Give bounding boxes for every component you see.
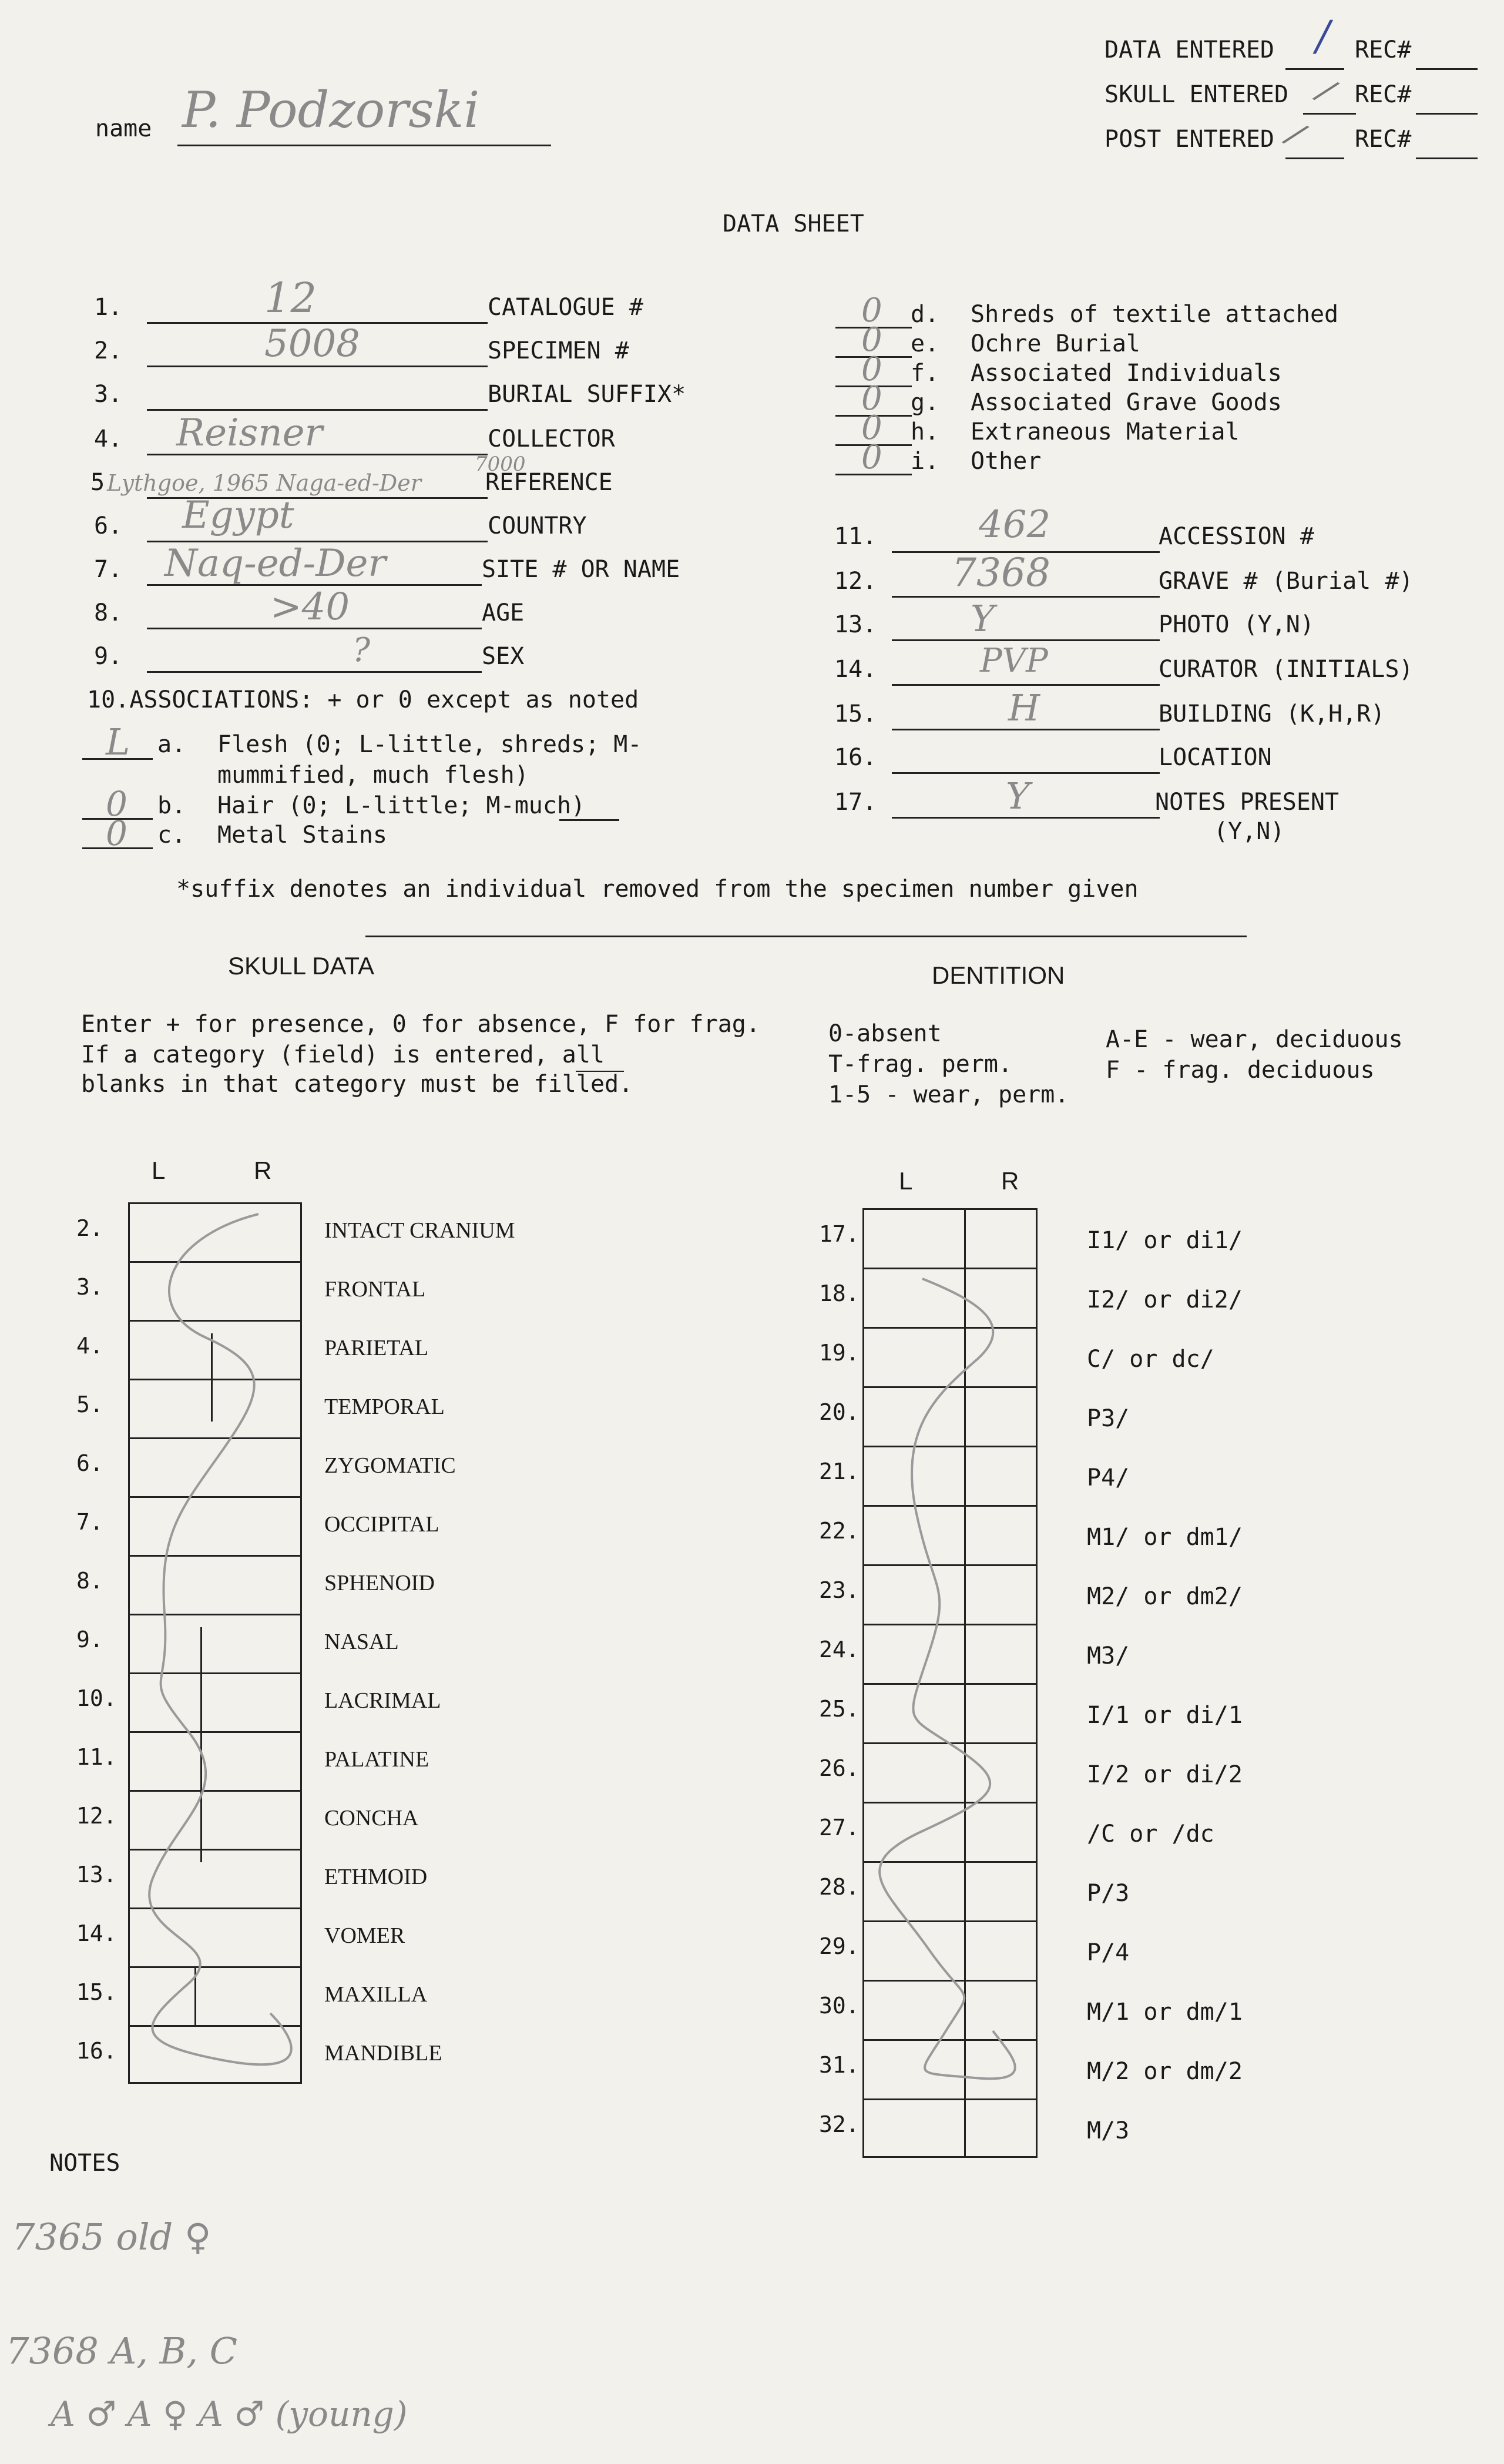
page-title: DATA SHEET bbox=[723, 210, 864, 237]
burial-suffix-label: BURIAL SUFFIX* bbox=[488, 381, 686, 408]
skull-row-label: PARIETAL bbox=[324, 1336, 429, 1360]
skull-col-right: R bbox=[254, 1156, 272, 1184]
notes-label: NOTES bbox=[49, 2150, 120, 2177]
skull-instructions-1: Enter + for presence, 0 for absence, F for frag. bbox=[81, 1011, 760, 1038]
dentition-row-number: 19. bbox=[819, 1340, 860, 1366]
data-rec-label: REC# bbox=[1355, 36, 1412, 63]
skull-row-label: PALATINE bbox=[324, 1747, 429, 1772]
assoc-h-value: 0 bbox=[861, 409, 882, 447]
dentition-row-label: M3/ bbox=[1087, 1642, 1130, 1670]
skull-rec-label: REC# bbox=[1355, 81, 1412, 108]
field-num: 2. bbox=[94, 337, 123, 364]
skull-row-label: ZYGOMATIC bbox=[324, 1453, 456, 1478]
grave-label: GRAVE # (Burial #) bbox=[1159, 568, 1414, 595]
assoc-b-text: Hair (0; L-little; M-much) bbox=[217, 792, 586, 819]
assoc-f-value: 0 bbox=[861, 350, 882, 388]
assoc-c-key: c. bbox=[157, 822, 186, 849]
assoc-b-key: b. bbox=[157, 792, 186, 819]
specimen-label: SPECIMEN # bbox=[488, 337, 629, 364]
dentition-row-number: 23. bbox=[819, 1577, 860, 1603]
specimen-value: 5008 bbox=[264, 322, 360, 366]
assoc-a-text2: mummified, much flesh) bbox=[217, 762, 529, 789]
building-label: BUILDING (K,H,R) bbox=[1159, 700, 1385, 728]
collector-label: COLLECTOR bbox=[488, 425, 615, 452]
data-entered-label: DATA ENTERED bbox=[1104, 36, 1274, 63]
suffix-note: *suffix denotes an individual removed from the specimen number given bbox=[176, 876, 1139, 903]
skull-row-label: TEMPORAL bbox=[324, 1394, 445, 1419]
skull-row-label: MANDIBLE bbox=[324, 2041, 442, 2066]
dentition-legend-1: 0-absent bbox=[828, 1020, 942, 1047]
building-value: H bbox=[1008, 686, 1040, 729]
skull-row-label: OCCIPITAL bbox=[324, 1512, 439, 1537]
dentition-row-label: M/2 or dm/2 bbox=[1087, 2058, 1243, 2085]
assoc-d-key: d. bbox=[911, 301, 939, 328]
assoc-d-value: 0 bbox=[861, 291, 882, 330]
notes-line-3: A ♂ A ♀ A ♂ (young) bbox=[51, 2394, 408, 2434]
skull-col-left: L bbox=[152, 1156, 166, 1184]
photo-value: Y bbox=[971, 597, 995, 640]
catalogue-label: CATALOGUE # bbox=[488, 294, 643, 321]
notes-present-label: NOTES PRESENT bbox=[1155, 789, 1340, 816]
field-num: 14. bbox=[834, 656, 877, 683]
photo-label: PHOTO (Y,N) bbox=[1159, 611, 1314, 638]
dentition-row-label: P/4 bbox=[1087, 1939, 1130, 1966]
skull-row-number: 3. bbox=[76, 1274, 103, 1300]
skull-row-number: 12. bbox=[76, 1803, 117, 1829]
dentition-row-label: M2/ or dm2/ bbox=[1087, 1583, 1243, 1610]
reference-label: REFERENCE bbox=[485, 469, 613, 496]
dentition-row-number: 21. bbox=[819, 1459, 860, 1484]
dentition-row-label: /C or /dc bbox=[1087, 1821, 1214, 1848]
assoc-c-text: Metal Stains bbox=[217, 822, 387, 849]
dentition-row-number: 25. bbox=[819, 1696, 860, 1722]
name-label: name bbox=[95, 115, 152, 142]
catalogue-value: 12 bbox=[264, 274, 317, 322]
field-num: 4. bbox=[94, 425, 123, 452]
site-label: SITE # OR NAME bbox=[482, 556, 680, 583]
dentition-row-label: M1/ or dm1/ bbox=[1087, 1524, 1243, 1551]
field-num: 13. bbox=[834, 611, 877, 638]
skull-row-number: 5. bbox=[76, 1392, 103, 1417]
assoc-e-value: 0 bbox=[861, 321, 882, 359]
dentition-row-number: 18. bbox=[819, 1280, 860, 1306]
country-value: Egypt bbox=[182, 494, 294, 537]
sex-label: SEX bbox=[482, 643, 525, 670]
dentition-row-label: I2/ or di2/ bbox=[1087, 1286, 1243, 1313]
skull-row-number: 13. bbox=[76, 1862, 117, 1888]
dentition-row-label: P4/ bbox=[1087, 1464, 1130, 1491]
collector-value: Reisner bbox=[176, 411, 323, 455]
skull-row-number: 11. bbox=[76, 1744, 117, 1770]
assoc-e-key: e. bbox=[911, 330, 939, 357]
skull-row-label: VOMER bbox=[324, 1923, 405, 1948]
field-num: 16. bbox=[834, 744, 877, 771]
assoc-f-text: Associated Individuals bbox=[971, 360, 1282, 387]
assoc-a-value: L bbox=[106, 720, 130, 763]
assoc-a-key: a. bbox=[157, 731, 186, 758]
field-num: 8. bbox=[94, 599, 123, 626]
reference-extra: 7000 bbox=[475, 452, 526, 476]
age-label: AGE bbox=[482, 599, 525, 626]
dentition-legend-3: 1-5 - wear, perm. bbox=[828, 1081, 1069, 1108]
dentition-row-number: 22. bbox=[819, 1518, 860, 1544]
post-rec-label: REC# bbox=[1355, 126, 1412, 153]
skull-row-label: ETHMOID bbox=[324, 1865, 428, 1889]
field-num: 3. bbox=[94, 381, 123, 408]
skull-scribble bbox=[118, 1202, 306, 2084]
dentition-row-number: 26. bbox=[819, 1755, 860, 1781]
skull-instructions-2: If a category (field) is entered, all bbox=[81, 1041, 605, 1068]
accession-label: ACCESSION # bbox=[1159, 523, 1314, 550]
dentition-legend-5: F - frag. deciduous bbox=[1106, 1057, 1375, 1084]
country-label: COUNTRY bbox=[488, 512, 587, 539]
dentition-row-number: 32. bbox=[819, 2111, 860, 2137]
field-num: 6. bbox=[94, 512, 123, 539]
notes-present-value: Y bbox=[1006, 775, 1030, 817]
dentition-row-number: 20. bbox=[819, 1399, 860, 1425]
assoc-g-text: Associated Grave Goods bbox=[971, 389, 1282, 416]
assoc-g-key: g. bbox=[911, 389, 939, 416]
assoc-a-text: Flesh (0; L-little, shreds; M- bbox=[217, 731, 642, 758]
dentition-row-label: C/ or dc/ bbox=[1087, 1346, 1214, 1373]
curator-label: CURATOR (INITIALS) bbox=[1159, 656, 1414, 683]
site-value: Naq-ed-Der bbox=[164, 542, 386, 585]
skull-title: SKULL DATA bbox=[228, 952, 374, 980]
dentition-row-number: 17. bbox=[819, 1221, 860, 1247]
field-num: 15. bbox=[834, 700, 877, 728]
skull-row-number: 14. bbox=[76, 1920, 117, 1946]
assoc-c-value: 0 bbox=[106, 813, 127, 853]
skull-row-number: 9. bbox=[76, 1627, 103, 1652]
skull-row-number: 6. bbox=[76, 1450, 103, 1476]
field-num: 7. bbox=[94, 556, 123, 583]
field-num: 1. bbox=[94, 294, 123, 321]
grave-value: 7368 bbox=[952, 550, 1050, 595]
skull-instructions-3: blanks in that category must be filled. bbox=[81, 1071, 633, 1098]
reference-value: Lythgoe, 1965 Naga-ed-Der bbox=[107, 470, 421, 496]
skull-row-label: SPHENOID bbox=[324, 1571, 435, 1595]
curator-value: PVP bbox=[980, 642, 1048, 680]
skull-row-number: 16. bbox=[76, 2038, 117, 2064]
skull-row-number: 15. bbox=[76, 1979, 117, 2005]
accession-value: 462 bbox=[979, 503, 1051, 547]
assoc-i-text: Other bbox=[971, 448, 1042, 475]
dentition-legend-4: A-E - wear, deciduous bbox=[1106, 1026, 1403, 1053]
skull-row-label: CONCHA bbox=[324, 1806, 419, 1831]
assoc-i-value: 0 bbox=[861, 438, 882, 477]
dentition-title: DENTITION bbox=[932, 961, 1065, 989]
assoc-e-text: Ochre Burial bbox=[971, 330, 1140, 357]
dentition-row-label: M/1 or dm/1 bbox=[1087, 1999, 1243, 2026]
notes-line-2: 7368 A, B, C bbox=[6, 2329, 238, 2372]
skull-row-label: INTACT CRANIUM bbox=[324, 1218, 515, 1243]
assoc-g-value: 0 bbox=[861, 380, 882, 418]
dentition-row-number: 24. bbox=[819, 1637, 860, 1662]
associations-title: 10.ASSOCIATIONS: + or 0 except as noted bbox=[87, 686, 639, 713]
assoc-d-text: Shreds of textile attached bbox=[971, 301, 1339, 328]
assoc-h-key: h. bbox=[911, 418, 939, 445]
skull-row-label: FRONTAL bbox=[324, 1277, 426, 1302]
dentition-row-label: I/2 or di/2 bbox=[1087, 1761, 1243, 1788]
dentition-row-number: 27. bbox=[819, 1815, 860, 1841]
post-entered-label: POST ENTERED bbox=[1104, 126, 1274, 153]
post-entered-check: / bbox=[1281, 115, 1310, 154]
assoc-h-text: Extraneous Material bbox=[971, 418, 1240, 445]
skull-row-number: 7. bbox=[76, 1509, 103, 1535]
age-value: >40 bbox=[270, 585, 350, 629]
field-num: 12. bbox=[834, 568, 877, 595]
skull-entered-label: SKULL ENTERED bbox=[1104, 81, 1289, 108]
notes-line-1: 7365 old ♀ bbox=[12, 2215, 212, 2258]
dentition-row-label: I1/ or di1/ bbox=[1087, 1227, 1243, 1254]
skull-row-number: 4. bbox=[76, 1333, 103, 1359]
dentition-row-label: P/3 bbox=[1087, 1880, 1130, 1907]
skull-row-number: 8. bbox=[76, 1568, 103, 1594]
dentition-col-right: R bbox=[1001, 1167, 1019, 1195]
skull-entered-check: / bbox=[1312, 71, 1341, 110]
dentition-row-label: I/1 or di/1 bbox=[1087, 1702, 1243, 1729]
dentition-row-number: 29. bbox=[819, 1933, 860, 1959]
dentition-scribble bbox=[864, 1208, 1040, 2158]
assoc-f-key: f. bbox=[911, 360, 939, 387]
field-num: 9. bbox=[94, 643, 123, 670]
data-entered-check: / bbox=[1316, 12, 1330, 60]
sex-value: ? bbox=[352, 631, 371, 669]
notes-present-label2: (Y,N) bbox=[1214, 818, 1285, 845]
location-label: LOCATION bbox=[1159, 744, 1272, 771]
skull-row-number: 10. bbox=[76, 1685, 117, 1711]
field-num: 11. bbox=[834, 523, 877, 550]
dentition-row-number: 31. bbox=[819, 2052, 860, 2078]
skull-row-label: LACRIMAL bbox=[324, 1688, 441, 1713]
dentition-row-label: M/3 bbox=[1087, 2117, 1130, 2144]
dentition-row-number: 30. bbox=[819, 1993, 860, 2019]
field-num: 5 bbox=[90, 469, 105, 496]
skull-row-label: MAXILLA bbox=[324, 1982, 428, 2007]
skull-row-label: NASAL bbox=[324, 1630, 399, 1654]
assoc-i-key: i. bbox=[911, 448, 939, 475]
dentition-col-left: L bbox=[899, 1167, 913, 1195]
name-value: P. Podzorski bbox=[182, 81, 480, 139]
dentition-row-label: P3/ bbox=[1087, 1405, 1130, 1432]
dentition-legend-2: T-frag. perm. bbox=[828, 1051, 1013, 1078]
skull-row-number: 2. bbox=[76, 1215, 103, 1241]
assoc-b-value: 0 bbox=[106, 784, 127, 824]
field-num: 17. bbox=[834, 789, 877, 816]
dentition-row-number: 28. bbox=[819, 1874, 860, 1900]
